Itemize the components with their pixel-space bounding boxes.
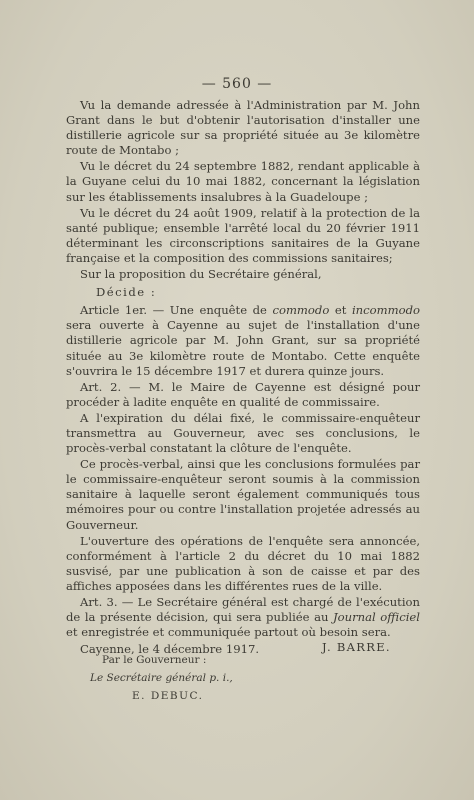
paragraph-vu-demande: Vu la demande adressée à l'Administration par M. John Grant dans le but d'obtenir l'autorisation d'installer une distillerie agricole sur sa propriété située au 3e kilomètre route de Montabo ; <box>66 98 420 158</box>
signature-par: Par le Gouverneur : <box>102 654 207 666</box>
article-1-term-commodo: commodo <box>272 303 330 318</box>
signature-role: Le Secrétaire général p. i., <box>90 672 233 684</box>
signature-name: J. BARRE. <box>322 640 391 654</box>
article-1-term-incommodo: incommodo <box>351 303 420 318</box>
paragraph-ouverture: L'ouverture des opérations de l'enquête sera annoncée, conformément à l'article 2 du décret du 10 mai 1882 susvisé, par une publication à son de caisse et par des affiches apposées dans les différentes rues de la ville. <box>66 533 420 593</box>
paragraph-proces-verbal: Ce procès-verbal, ainsi que les conclusions formulées par le commissaire-enquêteur seront soumis à la commission sanitaire à laquelle seront également communiqués tous mémoires pour ou contre l'installation projetée adressés au Gouverneur. <box>66 457 420 532</box>
article-3-prefix: Art. 3. — Le Secrétaire général est chargé de l'exécution de la présente décision, qui sera publiée au <box>66 595 420 625</box>
decision-body <box>66 98 420 658</box>
signature-name-secondary: E. DEBUC. <box>132 690 204 702</box>
decide-heading: Décide : <box>96 285 157 300</box>
article-1-rest: sera ouverte à Cayenne au sujet de l'installation d'une distillerie agricole par M. John Grant, sur sa propriété située au 3e kilomètre route de Montabo. Cette enquête s'ouvrira le 15 décembre 1917 et durera quinze jours. <box>66 318 420 378</box>
paragraph-vu-decret-1909: Vu le décret du 24 août 1909, relatif à la protection de la santé publique; ensemble l'arrêté local du 20 février 1911 déterminant les circonscriptions sanitaires de la Guyane française et la composition des commissions sanitaires; <box>66 205 420 265</box>
article-3 <box>66 595 420 640</box>
article-1-prefix: Article 1er. — Une enquête de <box>80 303 273 318</box>
page-number: — 560 — <box>201 76 273 92</box>
article-1-mid: et <box>329 303 352 318</box>
paragraph-expiration: A l'expiration du délai fixé, le commissaire-enquêteur transmettra au Gouverneur, avec ses conclusions, le procès-verbal constatant la clôture de l'enquête. <box>66 410 420 456</box>
date-line: Cayenne, le 4 décembre 1917. <box>80 642 260 657</box>
article-3-journal: Journal officiel <box>333 610 420 625</box>
article-2: Art. 2. — M. le Maire de Cayenne est désigné pour procéder à ladite enquête en qualité de commissaire. <box>66 379 420 409</box>
article-3-rest: et enregistrée et communiquée partout où besoin sera. <box>66 625 391 640</box>
article-1 <box>66 303 420 378</box>
paragraph-vu-decret-1882: Vu le décret du 24 septembre 1882, rendant applicable à la Guyane celui du 10 mai 1882, concernant la législation sur les établissements insalubres à la Guadeloupe ; <box>66 159 420 204</box>
paragraph-proposition: Sur la proposition du Secrétaire général, <box>80 267 322 282</box>
